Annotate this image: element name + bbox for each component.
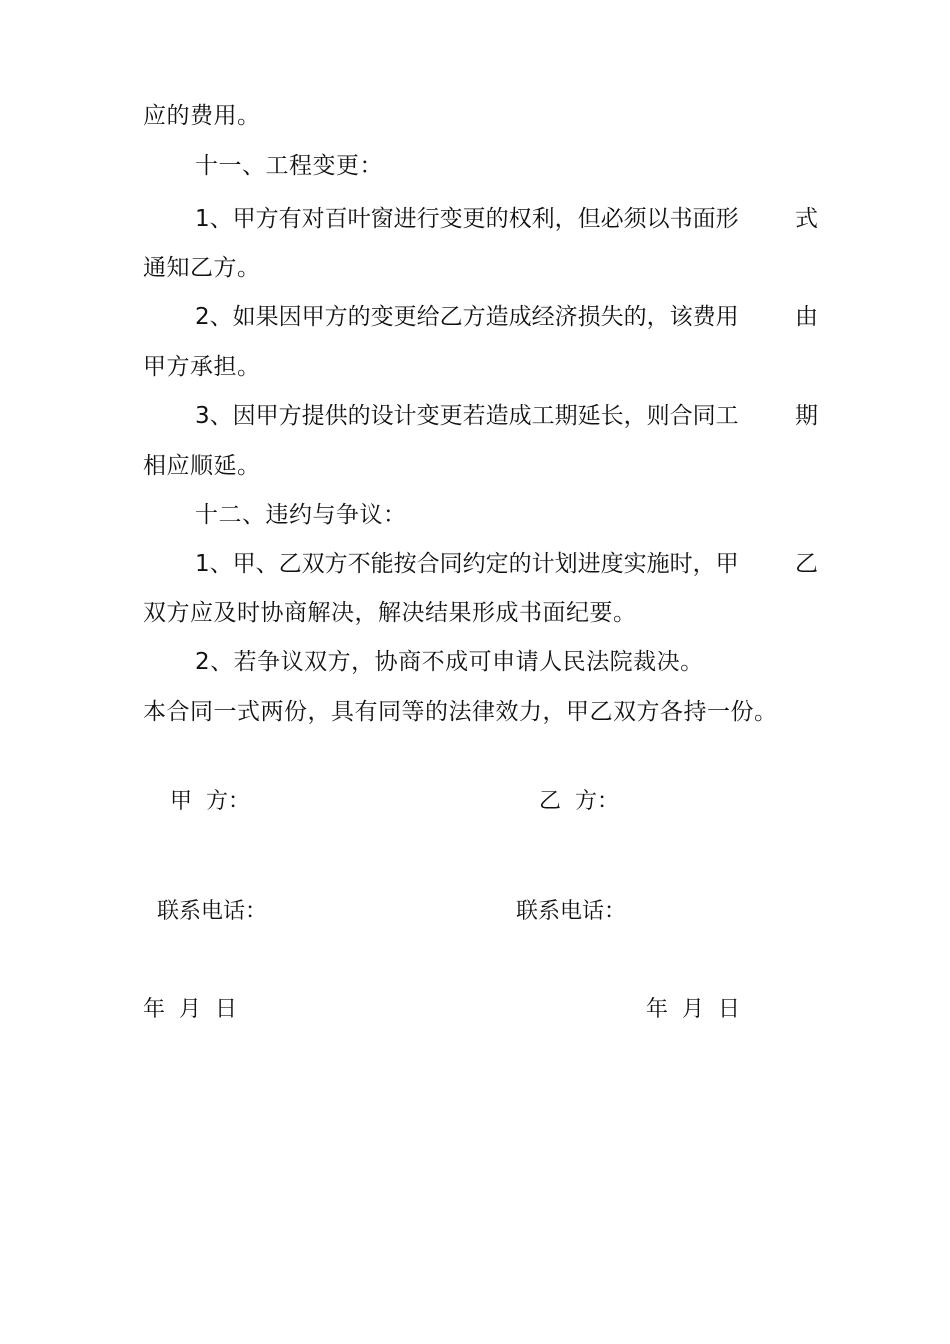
section-heading-changes: 十一、工程变更： xyxy=(195,153,383,179)
clause-11-1-line1 xyxy=(195,204,818,234)
party-a-label: 甲 方： xyxy=(170,789,250,814)
clause-11-3-tail: 期 xyxy=(795,403,818,429)
clause-12-1-text: 1、甲、乙双方不能按合同约定的计划进度实施时，甲 xyxy=(195,551,739,577)
clause-11-2-tail: 由 xyxy=(795,304,818,330)
section-heading-disputes: 十二、违约与争议： xyxy=(195,502,407,528)
clause-12-2: 2、若争议双方，协商不成可申请人民法院裁决。 xyxy=(195,649,704,675)
clause-11-1-text: 1、甲方有对百叶窗进行变更的权利，但必须以书面形 xyxy=(195,206,739,232)
party-b-label: 乙 方： xyxy=(539,789,619,814)
clause-11-3-text: 3、因甲方提供的设计变更若造成工期延长，则合同工 xyxy=(195,403,739,429)
party-a-date: 年 月 日 xyxy=(143,997,237,1022)
clause-11-2-text: 2、如果因甲方的变更给乙方造成经济损失的，该费用 xyxy=(195,304,739,330)
paragraph-continuation: 应的费用。 xyxy=(143,103,261,129)
clause-12-1-line2: 双方应及时协商解决，解决结果形成书面纪要。 xyxy=(143,600,637,626)
clause-12-1-line1 xyxy=(195,549,818,579)
party-a-phone-label: 联系电话： xyxy=(157,899,268,924)
clause-11-3-line2: 相应顺延。 xyxy=(143,453,261,479)
party-b-phone-label: 联系电话： xyxy=(516,899,627,924)
closing-statement: 本合同一式两份，具有同等的法律效力，甲乙双方各持一份。 xyxy=(143,699,778,725)
clause-12-1-tail: 乙 xyxy=(795,551,818,577)
clause-11-1-tail: 式 xyxy=(795,206,818,232)
clause-11-3-line1 xyxy=(195,401,818,431)
clause-11-1-line2: 通知乙方。 xyxy=(143,255,261,281)
party-b-date: 年 月 日 xyxy=(646,997,740,1022)
clause-11-2-line1 xyxy=(195,302,818,332)
clause-11-2-line2: 甲方承担。 xyxy=(143,354,261,380)
